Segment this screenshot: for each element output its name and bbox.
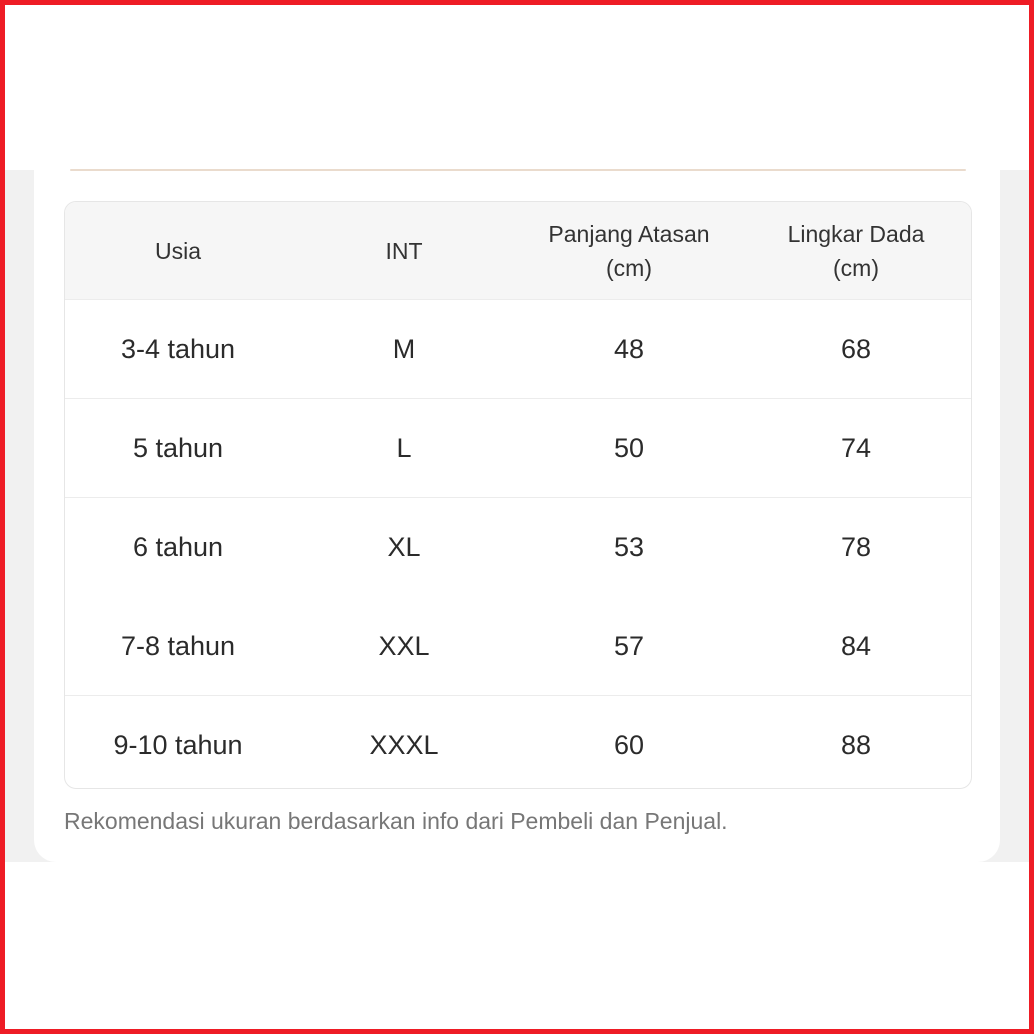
cell-panjang-atasan: 57 (613, 630, 645, 661)
cell-int: L (396, 432, 412, 463)
card-divider (70, 169, 966, 171)
cell-usia: 6 tahun (132, 531, 224, 562)
table-row (65, 695, 971, 789)
cell-panjang-atasan: 60 (613, 729, 645, 760)
cell-lingkar-dada: 78 (840, 531, 872, 562)
table-row (65, 398, 971, 497)
header-int: INT (385, 237, 423, 264)
cell-panjang-atasan: 53 (613, 531, 645, 562)
cell-lingkar-dada: 68 (840, 333, 872, 364)
header-lingkar-dada: Lingkar Dada (cm) (787, 220, 925, 281)
cell-lingkar-dada: 88 (840, 729, 872, 760)
cell-lingkar-dada: 84 (840, 630, 872, 661)
size-chart-table (64, 201, 972, 789)
table-row (65, 497, 971, 596)
cell-lingkar-dada: 74 (840, 432, 872, 463)
cell-usia: 9-10 tahun (113, 729, 243, 760)
cell-panjang-atasan: 48 (613, 333, 645, 364)
header-usia: Usia (154, 237, 201, 264)
cell-usia: 5 tahun (132, 432, 224, 463)
table-row (65, 299, 971, 398)
cell-int: XL (387, 531, 421, 562)
header-panjang-atasan: Panjang Atasan (cm) (548, 220, 710, 281)
table-header-row (65, 202, 971, 299)
size-recommendation-note: Rekomendasi ukuran berdasarkan info dari Pembeli dan Penjual. (64, 808, 728, 834)
table-row (65, 596, 971, 695)
cell-panjang-atasan: 50 (613, 432, 645, 463)
cell-usia: 7-8 tahun (120, 630, 236, 661)
cell-int: XXL (378, 630, 430, 661)
cell-int: XXXL (369, 729, 439, 760)
cell-usia: 3-4 tahun (120, 333, 236, 364)
cell-int: M (392, 333, 416, 364)
